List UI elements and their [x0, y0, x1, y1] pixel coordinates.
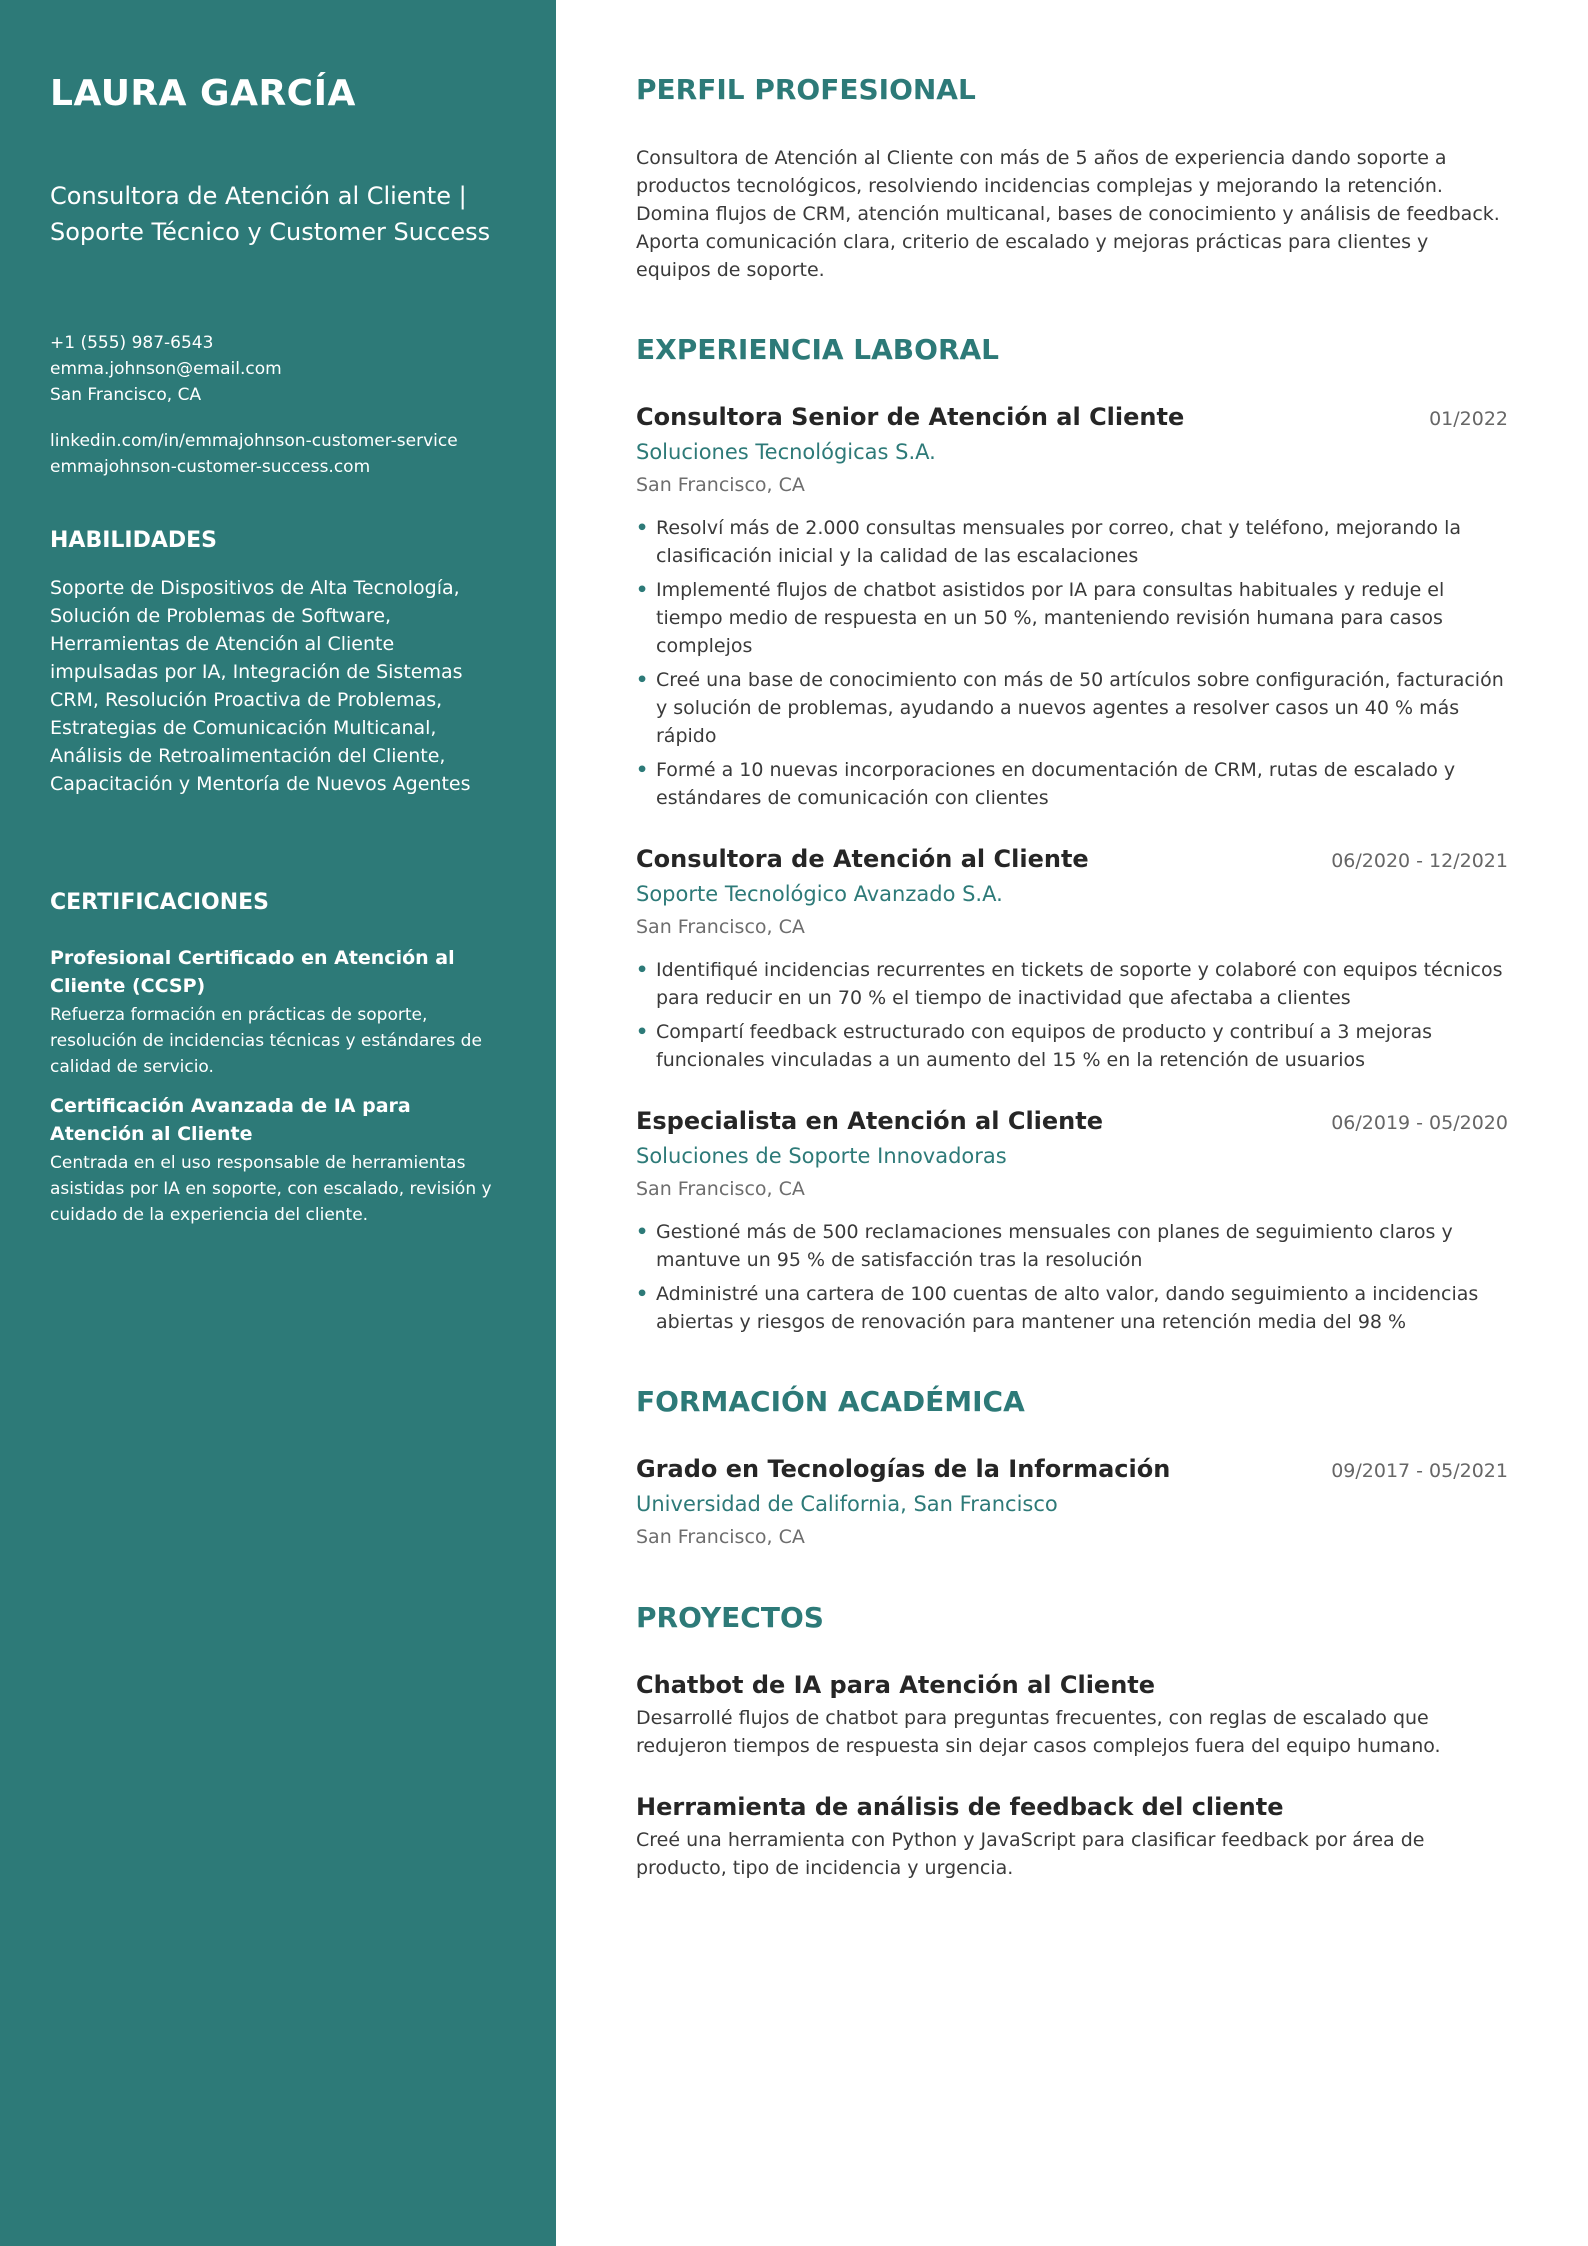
contact-phone: +1 (555) 987-6543: [50, 333, 214, 353]
bullet-dot-icon: •: [636, 1283, 649, 1305]
sidebar: [0, 0, 556, 2246]
profile-links: [50, 428, 508, 480]
job-bullet: • Resolví más de 2.000 consultas mensuales por correo, chat y teléfono, mejorando la clasificación inicial y la calidad de las escalaciones: [636, 514, 1508, 570]
bullet-dot-icon: •: [636, 1221, 649, 1243]
linkedin-link[interactable]: linkedin.com/in/emmajohnson-customer-service: [50, 431, 458, 451]
skills-heading: HABILIDADES: [50, 528, 218, 553]
bullet-dot-icon: •: [636, 759, 649, 781]
bullet-dot-icon: •: [636, 959, 649, 981]
job-date: 01/2022: [1429, 408, 1508, 430]
job-entry: [636, 842, 1508, 1074]
job-title: Consultora de Atención al Cliente: [636, 845, 1089, 873]
certifications-list: [50, 944, 508, 1228]
project-description: Creé una herramienta con Python y JavaScript para clasificar feedback por área de producto, tipo de incidencia y urgencia.: [636, 1829, 1425, 1879]
job-title: Especialista en Atención al Cliente: [636, 1107, 1104, 1135]
education-entry: [636, 1452, 1508, 1552]
bullet-dot-icon: •: [636, 669, 649, 691]
job-entry: [636, 1104, 1508, 1336]
degree-title: Grado en Tecnologías de la Información: [636, 1455, 1171, 1483]
profile-section: [636, 70, 1508, 284]
job-bullet: • Compartí feedback estructurado con equipos de producto y contribuí a 3 mejoras funcionales vinculadas a un aumento del 15 % en la retención de usuarios: [636, 1018, 1508, 1074]
school-location: San Francisco, CA: [636, 1526, 805, 1548]
profile-heading: PERFIL PROFESIONAL: [636, 73, 976, 106]
project-title: Chatbot de IA para Atención al Cliente: [636, 1671, 1156, 1699]
candidate-name: LAURA GARCÍA: [50, 73, 356, 114]
certification-title: Profesional Certificado en Atención al Cliente (CCSP): [50, 947, 455, 997]
bullet-dot-icon: •: [636, 1021, 649, 1043]
job-bullets: [636, 514, 1508, 812]
job-bullet: • Administré una cartera de 100 cuentas de alto valor, dando seguimiento a incidencias abiertas y riesgos de renovación para mantener una retención media del 98 %: [636, 1280, 1508, 1336]
skills-text: Soporte de Dispositivos de Alta Tecnología, Solución de Problemas de Software, Herramientas de Atención al Cliente impulsadas por IA, Integración de Sistemas CRM, Resolución Proactiva de Problemas, Estrategias de Comunicación Multicanal, Análisis de Retroalimentación del Cliente, Capacitación y Mentoría de Nuevos Agentes: [50, 577, 471, 795]
projects-heading: PROYECTOS: [636, 1601, 824, 1634]
contact-info: [50, 330, 508, 408]
project-item: [636, 1790, 1508, 1882]
bullet-dot-icon: •: [636, 517, 649, 539]
experience-heading: EXPERIENCIA LABORAL: [636, 333, 1000, 366]
certification-title: Certificación Avanzada de IA para Atención al Cliente: [50, 1095, 411, 1145]
project-description: Desarrollé flujos de chatbot para preguntas frecuentes, con reglas de escalado que redujeron tiempos de respuesta sin dejar casos complejos fuera del equipo humano.: [636, 1707, 1441, 1757]
education-date: 09/2017 - 05/2021: [1331, 1460, 1508, 1482]
job-bullet: • Gestioné más de 500 reclamaciones mensuales con planes de seguimiento claros y mantuve un 95 % de satisfacción tras la resolución: [636, 1218, 1508, 1274]
job-company: Soluciones Tecnológicas S.A.: [636, 440, 936, 464]
job-bullet: • Implementé flujos de chatbot asistidos por IA para consultas habituales y reduje el tiempo medio de respuesta en un 50 %, manteniendo revisión humana para casos complejos: [636, 576, 1508, 660]
job-bullets: [636, 1218, 1508, 1336]
certification-description: Refuerza formación en prácticas de soporte, resolución de incidencias técnicas y estándares de calidad de servicio.: [50, 1005, 482, 1077]
certification-item: [50, 944, 508, 1080]
education-heading: FORMACIÓN ACADÉMICA: [636, 1385, 1025, 1418]
bullet-dot-icon: •: [636, 579, 649, 601]
contact-email: emma.johnson@email.com: [50, 359, 282, 379]
job-date: 06/2019 - 05/2020: [1331, 1112, 1508, 1134]
job-bullet: • Identifiqué incidencias recurrentes en tickets de soporte y colaboré con equipos técnicos para reducir en un 70 % el tiempo de inactividad que afectaba a clientes: [636, 956, 1508, 1012]
job-entry: [636, 400, 1508, 812]
job-date: 06/2020 - 12/2021: [1331, 850, 1508, 872]
job-company: Soluciones de Soporte Innovadoras: [636, 1144, 1007, 1168]
profile-text: Consultora de Atención al Cliente con más de 5 años de experiencia dando soporte a productos tecnológicos, resolviendo incidencias complejas y mejorando la retención. Domina flujos de CRM, atención multicanal, bases de conocimiento y análisis de feedback. Aporta comunicación clara, criterio de escalado y mejoras prácticas para clientes y equipos de soporte.: [636, 147, 1500, 281]
project-item: [636, 1668, 1508, 1760]
job-location: San Francisco, CA: [636, 474, 805, 496]
job-location: San Francisco, CA: [636, 916, 805, 938]
candidate-tagline: Consultora de Atención al Cliente | Soporte Técnico y Customer Success: [50, 182, 491, 246]
education-section: [636, 1382, 1508, 1552]
main-content: [556, 0, 1588, 2246]
certification-item: [50, 1092, 508, 1228]
project-title: Herramienta de análisis de feedback del cliente: [636, 1793, 1284, 1821]
school-name: Universidad de California, San Francisco: [636, 1492, 1058, 1516]
job-bullet: • Formé a 10 nuevas incorporaciones en documentación de CRM, rutas de escalado y estándares de comunicación con clientes: [636, 756, 1508, 812]
job-bullets: [636, 956, 1508, 1074]
contact-location: San Francisco, CA: [50, 385, 202, 405]
certifications-heading: CERTIFICACIONES: [50, 890, 270, 915]
job-company: Soporte Tecnológico Avanzado S.A.: [636, 882, 1003, 906]
job-location: San Francisco, CA: [636, 1178, 805, 1200]
projects-section: [636, 1598, 1508, 1882]
job-title: Consultora Senior de Atención al Cliente: [636, 403, 1185, 431]
website-link[interactable]: emmajohnson-customer-success.com: [50, 457, 371, 477]
experience-section: [636, 330, 1508, 1336]
job-bullet: • Creé una base de conocimiento con más de 50 artículos sobre configuración, facturación y solución de problemas, ayudando a nuevos agentes a resolver casos un 40 % más rápido: [636, 666, 1508, 750]
certification-description: Centrada en el uso responsable de herramientas asistidas por IA en soporte, con escalado, revisión y cuidado de la experiencia del cliente.: [50, 1153, 492, 1225]
